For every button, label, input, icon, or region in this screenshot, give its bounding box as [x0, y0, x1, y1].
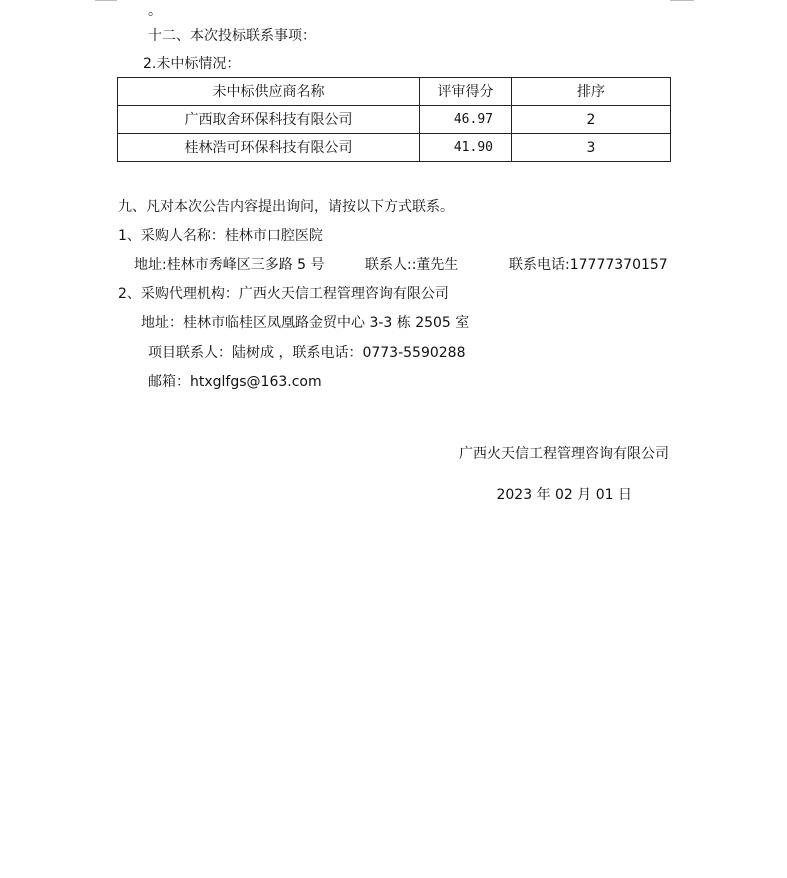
header-rank: 排序: [512, 78, 671, 106]
signature-date: 2023 年 02 月 01 日: [496, 487, 632, 503]
purchaser-address: 地址:桂林市秀峰区三多路 5 号: [134, 257, 325, 273]
header-score: 评审得分: [420, 78, 512, 106]
rank-cell: 3: [512, 134, 671, 162]
purchaser-phone: 联系电话:17777370157: [509, 257, 668, 273]
supplier-name-cell: 桂林浩可环保科技有限公司: [118, 134, 420, 162]
table-row: [118, 134, 671, 162]
supplier-name-cell: 广西取舍环保科技有限公司: [118, 106, 420, 134]
score-cell: 41.90: [420, 134, 512, 162]
unsuccessful-bidders-heading: 2.未中标情况：: [143, 56, 241, 72]
section-9-heading: 九、凡对本次公告内容提出询问，请按以下方式联系。: [118, 199, 454, 215]
section-12-heading: 十二、本次投标联系事项：: [148, 28, 316, 44]
unsuccessful-bidders-table: [117, 77, 671, 162]
agency-project-contact: 项目联系人：陆树成 ，联系电话：0773-5590288: [148, 345, 466, 361]
page-edge-mark-right: [670, 0, 694, 1]
purchaser-contact: 联系人::董先生: [365, 257, 459, 273]
table-header-row: [118, 78, 671, 106]
header-supplier-name: 未中标供应商名称: [118, 78, 420, 106]
page-edge-mark-left: [95, 0, 117, 1]
agency-email: 邮箱：htxglfgs@163.com: [148, 374, 322, 390]
stray-punctuation: 。: [148, 3, 162, 19]
agency-address: 地址：桂林市临桂区凤凰路金贸中心 3-3 栋 2505 室: [141, 315, 470, 331]
table-row: [118, 106, 671, 134]
signature-company: 广西火天信工程管理咨询有限公司: [459, 446, 669, 462]
agency-title: 2、采购代理机构：广西火天信工程管理咨询有限公司: [118, 286, 449, 302]
purchaser-title: 1、采购人名称：桂林市口腔医院: [118, 228, 323, 244]
score-cell: 46.97: [420, 106, 512, 134]
rank-cell: 2: [512, 106, 671, 134]
